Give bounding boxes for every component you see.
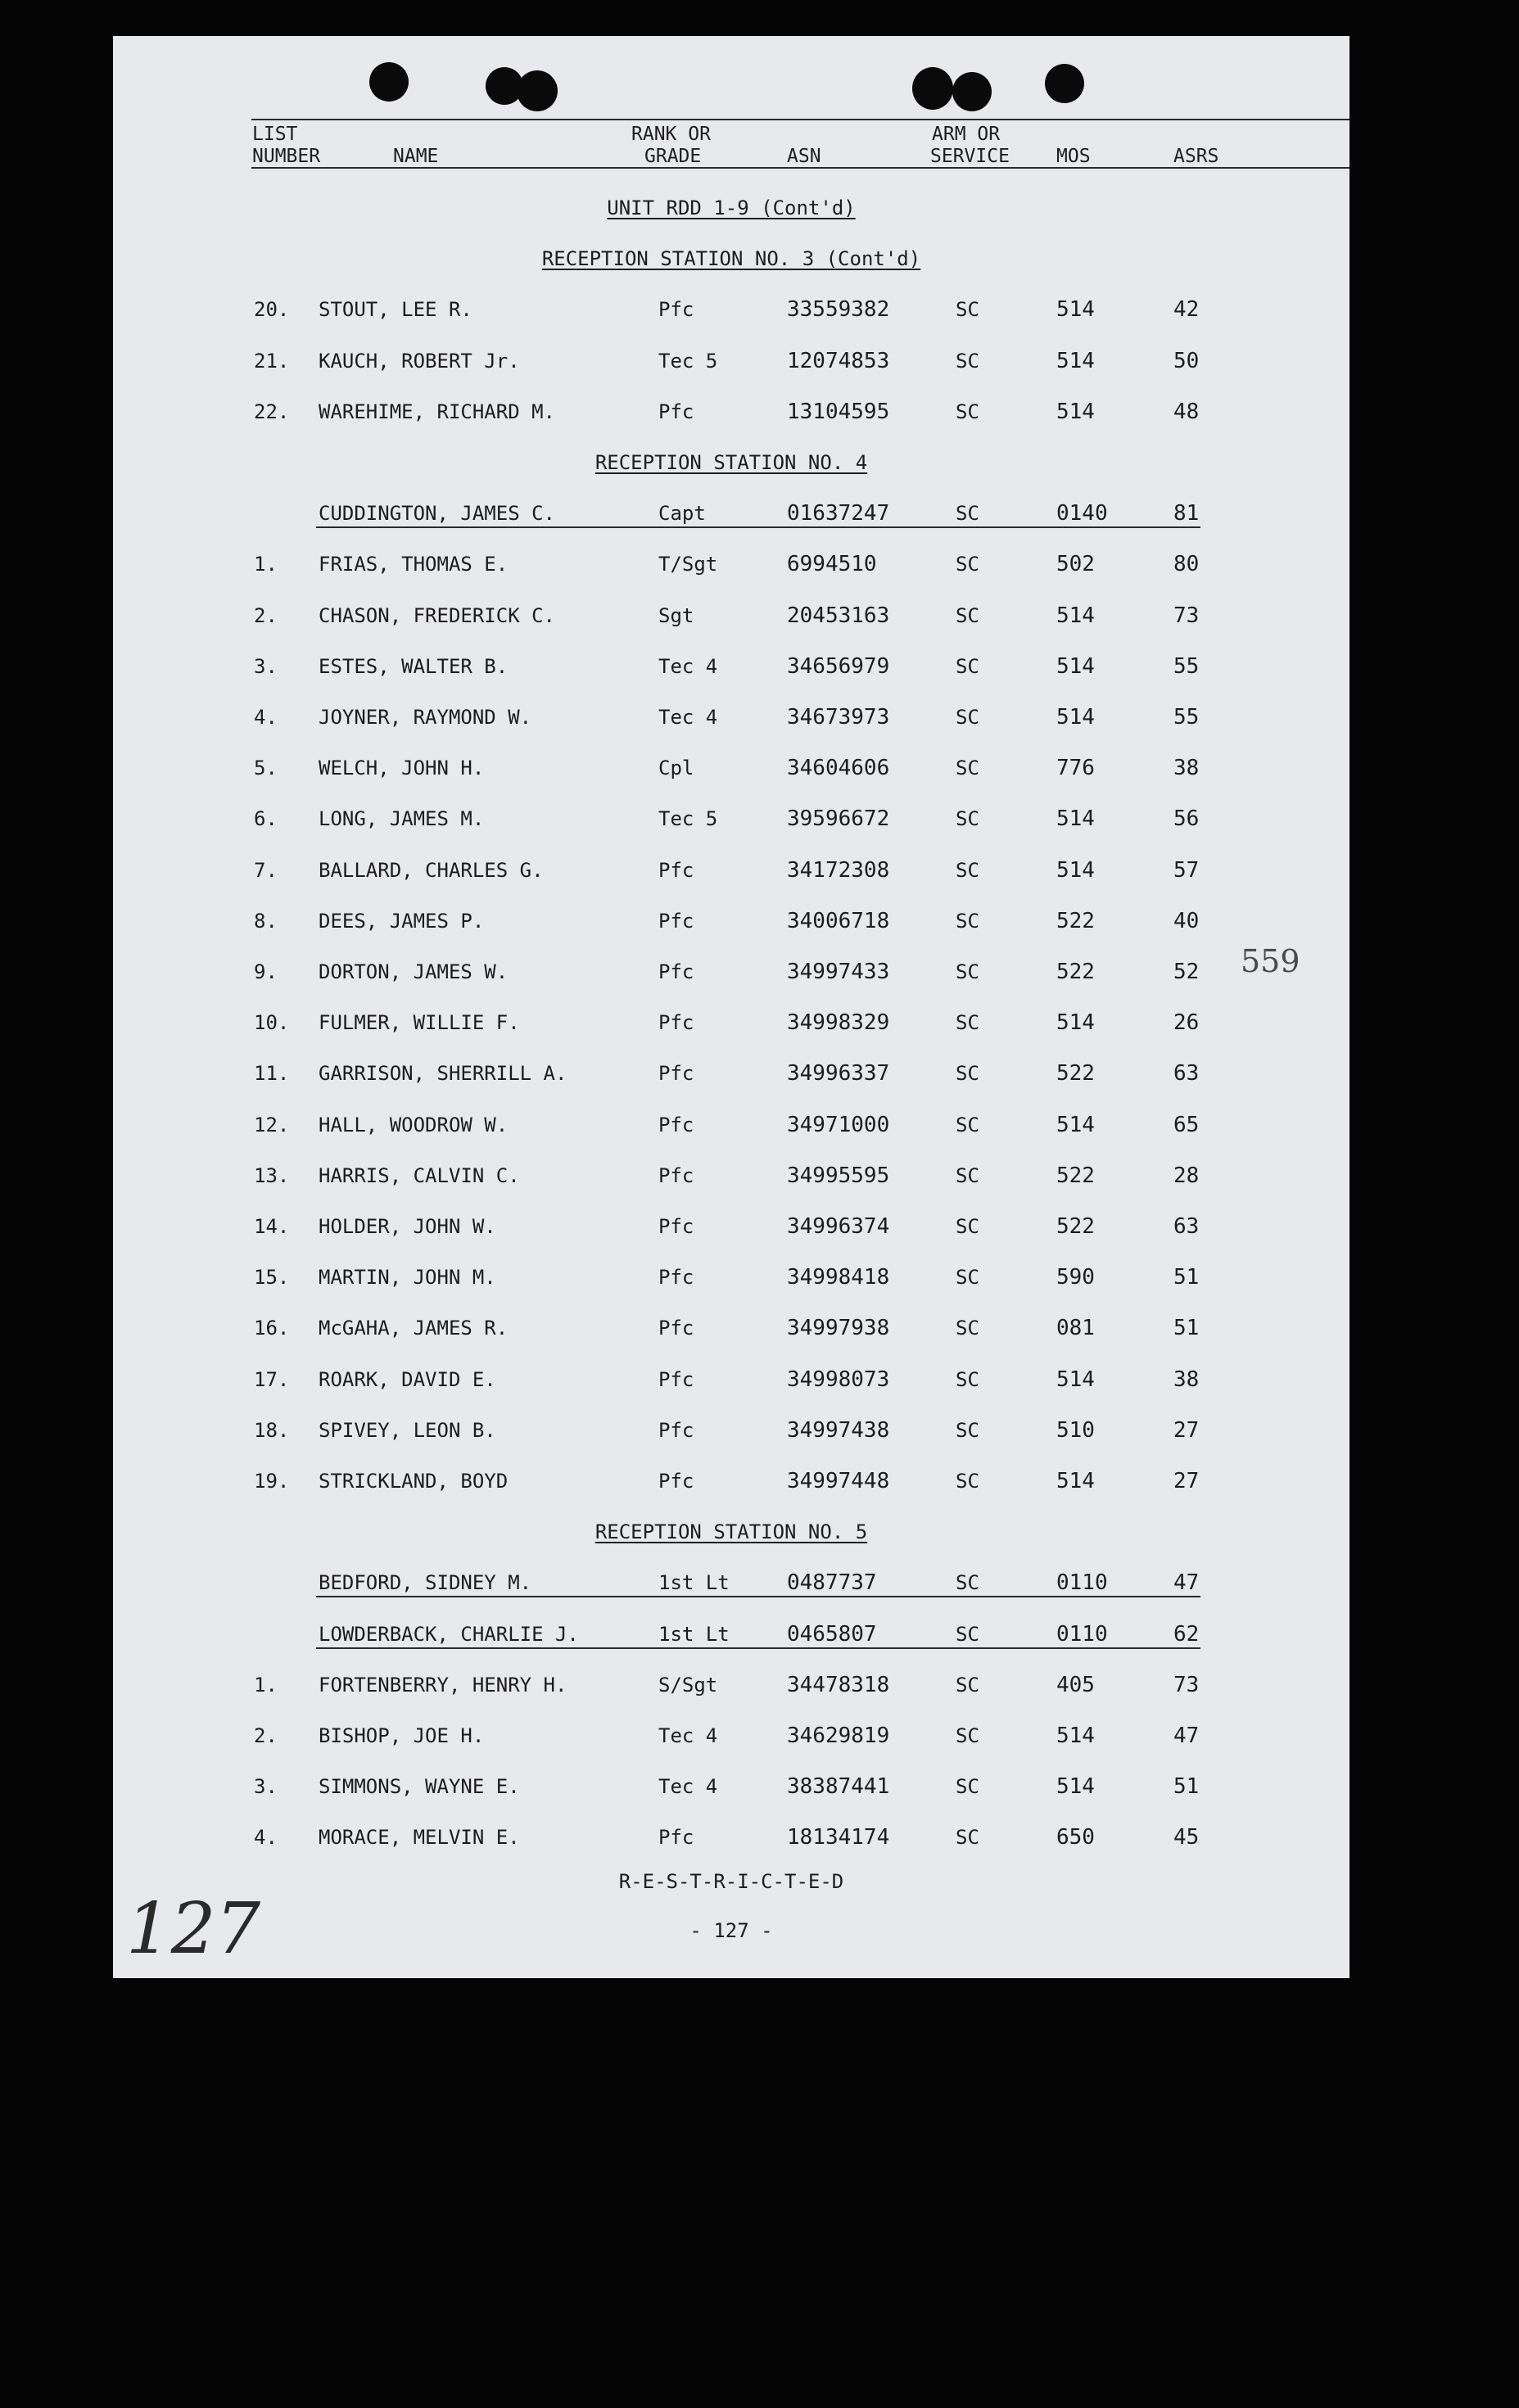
list-number-cell: 3. [254,1775,278,1798]
asrs-cell: 40 [1173,909,1200,933]
list-number-cell: 16. [254,1317,290,1340]
mos-cell: 590 [1056,1265,1095,1290]
list-number-cell: 7. [254,859,278,882]
arm-cell: SC [956,757,979,779]
roster-body [113,36,1349,1978]
name-cell: JOYNER, RAYMOND W. [319,706,532,729]
arm-cell: SC [956,1215,979,1238]
table-row [113,1721,1349,1751]
asrs-cell: 73 [1173,1673,1200,1697]
arm-cell: SC [956,1470,979,1493]
asn-cell: 34006718 [787,909,890,933]
asn-cell: 34995595 [787,1163,890,1188]
arm-cell: SC [956,350,979,373]
arm-cell: SC [956,1419,979,1442]
arm-cell: SC [956,553,979,576]
table-row [113,652,1349,681]
mos-cell: 522 [1056,1061,1095,1086]
name-cell: MORACE, MELVIN E. [319,1826,520,1849]
list-number-cell: 8. [254,910,278,933]
list-number-cell: 6. [254,807,278,830]
mos-cell: 514 [1056,705,1095,730]
asn-cell: 34656979 [787,654,890,679]
header-rank-line1: RANK OR [631,124,711,145]
name-cell: WELCH, JOHN H. [319,757,485,779]
asn-cell: 34998073 [787,1367,890,1392]
table-row [113,1161,1349,1190]
name-cell: STRICKLAND, BOYD [319,1470,509,1493]
arm-cell: SC [956,1062,979,1085]
table-row [113,1620,1349,1649]
rank-cell: Pfc [658,910,694,933]
table-row [113,1466,1349,1496]
mos-cell: 514 [1056,806,1095,831]
asn-cell: 0465807 [787,1622,877,1647]
header-asrs: ASRS [1173,146,1219,167]
name-cell: DEES, JAMES P. [319,910,485,933]
mos-cell: 514 [1056,1724,1095,1748]
arm-cell: SC [956,859,979,882]
name-cell: ROARK, DAVID E. [319,1368,496,1391]
header-arm-line1: ARM OR [932,124,1001,145]
arm-cell: SC [956,1623,979,1646]
name-cell: DORTON, JAMES W. [319,960,509,983]
rank-cell: Tec 4 [658,655,718,678]
asn-cell: 34997438 [787,1418,890,1443]
mos-cell: 514 [1056,1010,1095,1035]
arm-cell: SC [956,706,979,729]
asn-cell: 38387441 [787,1774,890,1799]
table-row [113,1263,1349,1292]
arm-cell: SC [956,1011,979,1034]
rank-cell: Pfc [658,1011,694,1034]
table-row [113,753,1349,783]
arm-cell: SC [956,502,979,525]
mos-cell: 776 [1056,756,1095,780]
asn-cell: 34998329 [787,1010,890,1035]
mos-cell: 514 [1056,1774,1095,1799]
asn-cell: 34629819 [787,1724,890,1748]
arm-cell: SC [956,604,979,627]
name-cell: HOLDER, JOHN W. [319,1215,496,1238]
name-cell: LOWDERBACK, CHARLIE J. [319,1623,579,1646]
arm-cell: SC [956,1368,979,1391]
asn-cell: 33559382 [787,297,890,322]
rank-cell: Capt [658,502,706,525]
section-title [113,247,1349,270]
rank-cell: Pfc [658,1470,694,1493]
table-row [113,957,1349,987]
rank-cell: T/Sgt [658,553,718,576]
name-cell: BALLARD, CHARLES G. [319,859,544,882]
name-cell: CUDDINGTON, JAMES C. [319,502,555,525]
rank-cell: Pfc [658,1317,694,1340]
mos-cell: 514 [1056,603,1095,628]
document-page [113,36,1349,1978]
list-number-cell: 10. [254,1011,290,1034]
rank-cell: Pfc [658,1114,694,1136]
mos-cell: 514 [1056,1113,1095,1137]
table-row [113,1416,1349,1445]
name-cell: WAREHIME, RICHARD M. [319,400,555,423]
mos-cell: 514 [1056,1469,1095,1493]
asn-cell: 34604606 [787,756,890,780]
table-row [113,856,1349,885]
asrs-cell: 65 [1173,1113,1200,1137]
rank-cell: Cpl [658,757,694,779]
asrs-cell: 63 [1173,1214,1200,1239]
rank-cell: Tec 5 [658,807,718,830]
list-number-cell: 19. [254,1470,290,1493]
asn-cell: 34478318 [787,1673,890,1697]
asn-cell: 13104595 [787,400,890,424]
asrs-cell: 48 [1173,400,1200,424]
arm-cell: SC [956,960,979,983]
asn-cell: 6994510 [787,552,877,576]
asrs-cell: 51 [1173,1265,1200,1290]
asrs-cell: 38 [1173,756,1200,780]
rank-cell: Pfc [658,298,694,321]
name-cell: KAUCH, ROBERT Jr. [319,350,520,373]
table-row [113,1772,1349,1801]
table-row [113,549,1349,579]
arm-cell: SC [956,1317,979,1340]
asrs-cell: 51 [1173,1774,1200,1799]
asn-cell: 0487737 [787,1570,877,1595]
name-cell: STOUT, LEE R. [319,298,472,321]
name-cell: BISHOP, JOE H. [319,1724,485,1747]
asrs-cell: 55 [1173,654,1200,679]
table-row [113,1568,1349,1597]
asn-cell: 01637247 [787,501,890,526]
mos-cell: 514 [1056,858,1095,883]
name-cell: HALL, WOODROW W. [319,1114,509,1136]
asn-cell: 39596672 [787,806,890,831]
mos-cell: 514 [1056,654,1095,679]
arm-cell: SC [956,1724,979,1747]
section-title-text: RECEPTION STATION NO. 3 (Cont'd) [541,247,921,270]
list-number-cell: 20. [254,298,290,321]
mos-cell: 650 [1056,1825,1095,1850]
mos-cell: 081 [1056,1316,1095,1340]
asrs-cell: 63 [1173,1061,1200,1086]
asn-cell: 12074853 [787,349,890,373]
asrs-cell: 45 [1173,1825,1200,1850]
table-row [113,804,1349,834]
rank-cell: Pfc [658,1164,694,1187]
asn-cell: 20453163 [787,603,890,628]
table-row [113,1365,1349,1394]
table-row [113,1059,1349,1088]
name-cell: LONG, JAMES M. [319,807,485,830]
list-number-cell: 21. [254,350,290,373]
header-list-number-line2: NUMBER [252,146,321,167]
rank-cell: Pfc [658,960,694,983]
asrs-cell: 26 [1173,1010,1200,1035]
mos-cell: 514 [1056,349,1095,373]
rank-cell: Pfc [658,1826,694,1849]
name-cell: CHASON, FREDERICK C. [319,604,555,627]
asn-cell: 34997938 [787,1316,890,1340]
asrs-cell: 42 [1173,297,1200,322]
list-number-cell: 4. [254,1826,278,1849]
table-row [113,1313,1349,1343]
arm-cell: SC [956,910,979,933]
name-cell: FRIAS, THOMAS E. [319,553,509,576]
mos-cell: 502 [1056,552,1095,576]
table-row [113,346,1349,376]
asn-cell: 34997448 [787,1469,890,1493]
asn-cell: 18134174 [787,1825,890,1850]
header-mos: MOS [1056,146,1091,167]
table-row [113,397,1349,427]
arm-cell: SC [956,1266,979,1289]
table-row [113,906,1349,936]
list-number-cell: 3. [254,655,278,678]
list-number-cell: 12. [254,1114,290,1136]
asrs-cell: 73 [1173,603,1200,628]
restricted-marking: R-E-S-T-R-I-C-T-E-D [618,1870,844,1893]
stamped-number: 559 [1241,943,1300,979]
asn-cell: 34971000 [787,1113,890,1137]
name-cell: FULMER, WILLIE F. [319,1011,520,1034]
list-number-cell: 2. [254,1724,278,1747]
section-title [113,451,1349,474]
name-cell: MARTIN, JOHN M. [319,1266,496,1289]
list-number-cell: 22. [254,400,290,423]
section-title [113,1520,1349,1543]
asrs-cell: 38 [1173,1367,1200,1392]
mos-cell: 514 [1056,400,1095,424]
list-number-cell: 17. [254,1368,290,1391]
mos-cell: 0140 [1056,501,1108,526]
asrs-cell: 47 [1173,1570,1200,1595]
asn-cell: 34998418 [787,1265,890,1290]
list-number-cell: 4. [254,706,278,729]
rank-cell: S/Sgt [658,1674,718,1696]
asrs-cell: 27 [1173,1469,1200,1493]
asn-cell: 34172308 [787,858,890,883]
arm-cell: SC [956,807,979,830]
table-row [113,1008,1349,1037]
mos-cell: 510 [1056,1418,1095,1443]
asrs-cell: 55 [1173,705,1200,730]
list-number-cell: 2. [254,604,278,627]
asrs-cell: 50 [1173,349,1200,373]
rank-cell: Tec 4 [658,1724,718,1747]
asrs-cell: 27 [1173,1418,1200,1443]
arm-cell: SC [956,400,979,423]
name-cell: McGAHA, JAMES R. [319,1317,509,1340]
section-title-text: RECEPTION STATION NO. 4 [594,451,868,474]
mos-cell: 522 [1056,909,1095,933]
mos-cell: 514 [1056,1367,1095,1392]
rank-cell: 1st Lt [658,1571,730,1594]
rank-cell: Pfc [658,859,694,882]
rank-cell: Pfc [658,1215,694,1238]
arm-cell: SC [956,655,979,678]
name-cell: HARRIS, CALVIN C. [319,1164,520,1187]
arm-cell: SC [956,1571,979,1594]
rank-cell: Pfc [658,1368,694,1391]
mos-cell: 522 [1056,960,1095,984]
header-arm-line2: SERVICE [930,146,1010,167]
name-cell: GARRISON, SHERRILL A. [319,1062,567,1085]
arm-cell: SC [956,1164,979,1187]
handwritten-page-number: 127 [126,1888,261,1970]
asrs-cell: 51 [1173,1316,1200,1340]
arm-cell: SC [956,1775,979,1798]
header-rank-line2: GRADE [644,146,702,167]
rank-cell: Pfc [658,400,694,423]
list-number-cell: 15. [254,1266,290,1289]
list-number-cell: 14. [254,1215,290,1238]
asrs-cell: 80 [1173,552,1200,576]
asn-cell: 34673973 [787,705,890,730]
asrs-cell: 81 [1173,501,1200,526]
table-row [113,1212,1349,1241]
asrs-cell: 56 [1173,806,1200,831]
name-cell: SIMMONS, WAYNE E. [319,1775,520,1798]
rank-cell: Sgt [658,604,694,627]
list-number-cell: 5. [254,757,278,779]
asrs-cell: 52 [1173,960,1200,984]
asn-cell: 34997433 [787,960,890,984]
unit-title-text: UNIT RDD 1-9 (Cont'd) [607,197,856,219]
asn-cell: 34996337 [787,1061,890,1086]
table-row [113,1823,1349,1852]
section-title-text: RECEPTION STATION NO. 5 [594,1520,868,1543]
mos-cell: 405 [1056,1673,1095,1697]
arm-cell: SC [956,298,979,321]
list-number-cell: 1. [254,1674,278,1696]
mos-cell: 0110 [1056,1570,1108,1595]
asrs-cell: 57 [1173,858,1200,883]
page-number: - 127 - [689,1919,773,1942]
asrs-cell: 62 [1173,1622,1200,1647]
table-row [113,1670,1349,1700]
table-row [113,295,1349,324]
arm-cell: SC [956,1674,979,1696]
name-cell: ESTES, WALTER B. [319,655,509,678]
rank-cell: Tec 4 [658,1775,718,1798]
asn-cell: 34996374 [787,1214,890,1239]
name-cell: SPIVEY, LEON B. [319,1419,496,1442]
rank-cell: Tec 4 [658,706,718,729]
table-row [113,1110,1349,1140]
list-number-cell: 13. [254,1164,290,1187]
table-row [113,601,1349,630]
header-list-number-line1: LIST [252,124,298,145]
unit-title [113,197,1349,219]
mos-cell: 0110 [1056,1622,1108,1647]
arm-cell: SC [956,1114,979,1136]
header-name: NAME [393,146,439,167]
list-number-cell: 1. [254,553,278,576]
arm-cell: SC [956,1826,979,1849]
rank-cell: Tec 5 [658,350,718,373]
mos-cell: 522 [1056,1214,1095,1239]
name-cell: FORTENBERRY, HENRY H. [319,1674,567,1696]
table-row [113,499,1349,528]
table-row [113,703,1349,732]
asrs-cell: 28 [1173,1163,1200,1188]
list-number-cell: 11. [254,1062,290,1085]
rank-cell: Pfc [658,1419,694,1442]
rank-cell: Pfc [658,1062,694,1085]
mos-cell: 514 [1056,297,1095,322]
rank-cell: Pfc [658,1266,694,1289]
list-number-cell: 18. [254,1419,290,1442]
header-asn: ASN [787,146,821,167]
mos-cell: 522 [1056,1163,1095,1188]
list-number-cell: 9. [254,960,278,983]
rank-cell: 1st Lt [658,1623,730,1646]
name-cell: BEDFORD, SIDNEY M. [319,1571,532,1594]
asrs-cell: 47 [1173,1724,1200,1748]
